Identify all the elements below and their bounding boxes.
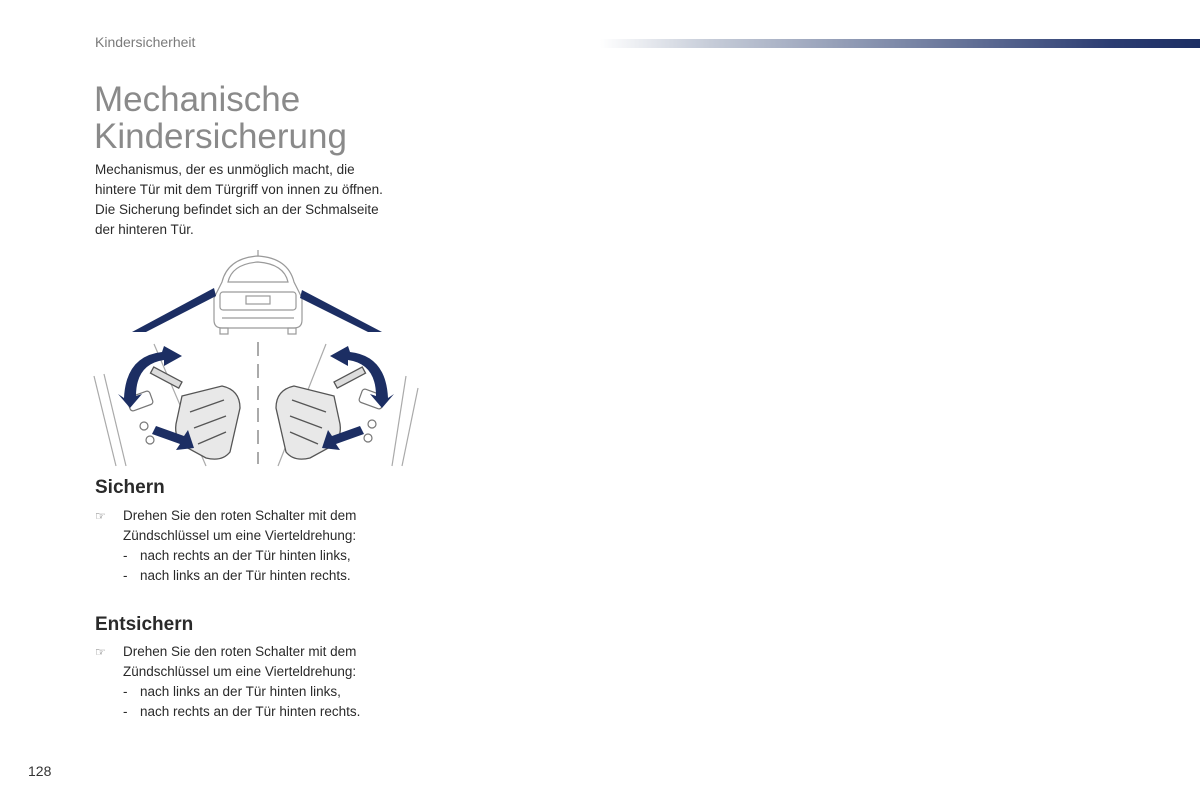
intro-paragraph [95,160,435,240]
dash-marker: - [123,548,128,563]
intro-line-4: der hinteren Tür. [95,222,194,237]
intro-line-1: Mechanismus, der es unmöglich macht, die [95,162,355,177]
sichern-item-text: nach rechts an der Tür hinten links, [140,548,351,563]
car-rear-icon [214,250,302,334]
sichern-item-text: nach links an der Tür hinten rechts. [140,568,351,583]
entsichern-item [95,682,455,702]
pointing-hand-icon: ☞ [95,509,106,523]
page-title [94,81,347,155]
header-gradient-bar [600,39,1200,48]
page-number: 128 [28,763,52,779]
right-rotate-arrow-icon [330,346,394,408]
intro-line-3: Die Sicherung befindet sich an der Schmalseite [95,202,379,217]
sichern-line-2: Zündschlüssel um eine Vierteldrehung: [123,528,357,543]
entsichern-item [95,702,455,722]
left-key-icon [150,367,240,459]
section-label: Kindersicherheit [95,34,196,50]
entsichern-line-2: Zündschlüssel um eine Vierteldrehung: [123,664,357,679]
sichern-instructions [95,506,455,586]
entsichern-heading: Entsichern [95,614,194,635]
right-key-icon [276,367,366,459]
entsichern-item-text: nach links an der Tür hinten links, [140,684,341,699]
entsichern-item-text: nach rechts an der Tür hinten rechts. [140,704,361,719]
entsichern-line-1: Drehen Sie den roten Schalter mit dem [123,644,357,659]
dash-marker: - [123,704,128,719]
sichern-heading: Sichern [95,477,165,498]
entsichern-instructions [95,642,455,722]
sichern-item [95,546,455,566]
right-view-arrow-icon [300,290,382,332]
sichern-item [95,566,455,586]
dash-marker: - [123,568,128,583]
page-title-line-2: Kindersicherung [94,117,347,156]
sichern-line-1: Drehen Sie den roten Schalter mit dem [123,508,357,523]
intro-line-2: hintere Tür mit dem Türgriff von innen zu öffnen. [95,182,383,197]
left-view-arrow-icon [132,288,216,332]
page-title-line-1: Mechanische [94,80,301,119]
dash-marker: - [123,684,128,699]
pointing-hand-icon: ☞ [95,645,106,659]
child-lock-illustration [90,248,422,470]
